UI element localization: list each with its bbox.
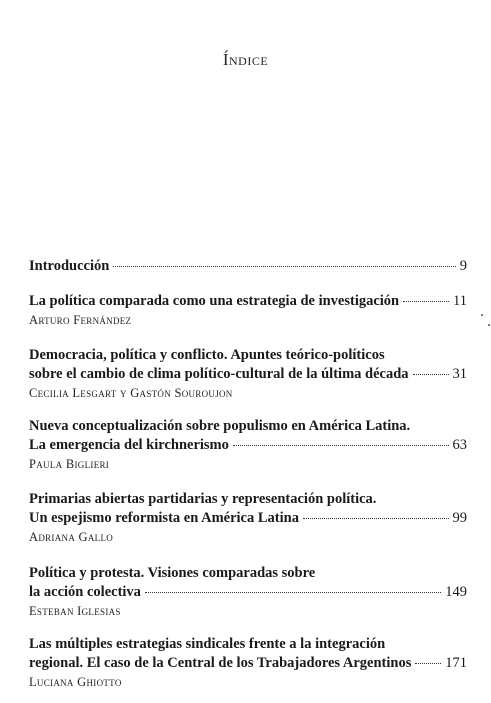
toc-entry-author: Luciana Ghiotto [29, 675, 122, 689]
toc-entry-title: La política comparada como una estrategia de investigación [29, 293, 400, 309]
toc-entry-title-line [29, 346, 467, 365]
toc-page-number: 11 [453, 293, 467, 309]
toc-entry-politica-comparada[interactable] [29, 292, 467, 329]
scan-speck [488, 324, 490, 326]
dot-leader [413, 374, 449, 375]
toc-entry-title-cont: Un espejismo reformista en América Latina [29, 510, 299, 526]
toc-entry-title: Primarias abiertas partidarias y representación política. [29, 491, 377, 507]
dot-leader [415, 663, 441, 664]
toc-entry-author: Adriana Gallo [29, 530, 114, 544]
toc-entry-title-cont: la acción colectiva [29, 584, 141, 600]
toc-entry-politica-protesta[interactable] [29, 564, 467, 620]
toc-entry-introduccion[interactable] [29, 257, 467, 276]
toc-page-number: 9 [459, 258, 467, 274]
toc-entry-title-line [29, 292, 467, 311]
toc-entry-title: Introducción [29, 258, 110, 274]
toc-page-number: 31 [452, 366, 467, 382]
toc-entry-title-cont: sobre el cambio de clima político-cultural de la última década [29, 366, 409, 382]
page-title: Índice [222, 50, 269, 69]
toc-entry-democracia-politica-conflicto[interactable] [29, 346, 467, 402]
toc-entry-title-line [29, 635, 467, 654]
toc-entry-title: Nueva conceptualización sobre populismo en América Latina. [29, 418, 411, 434]
toc-entry-title-cont: La emergencia del kirchnerismo [29, 437, 229, 453]
dot-leader [145, 592, 441, 593]
toc-entry-title-line [29, 509, 467, 528]
toc-entry-title-line [29, 654, 467, 673]
toc-entry-title: Democracia, política y conflicto. Apuntes teórico-políticos [29, 347, 385, 363]
toc-entry-title-line [29, 583, 467, 602]
toc-page-number: 149 [445, 584, 467, 600]
toc-entry-author: Esteban Iglesias [29, 604, 121, 618]
toc-entry-title: Política y protesta. Visiones comparadas sobre [29, 565, 316, 581]
dot-leader [113, 266, 455, 267]
toc-entry-title-line [29, 365, 467, 384]
dot-leader [233, 445, 449, 446]
toc-entry-title-line [29, 564, 467, 583]
toc-page-number: 171 [445, 655, 467, 671]
scan-speck [481, 314, 483, 316]
toc-entry-author: Arturo Fernández [29, 313, 132, 327]
dot-leader [403, 301, 449, 302]
toc-entry-primarias-abiertas[interactable] [29, 490, 467, 546]
toc-page-number: 99 [452, 510, 467, 526]
toc-entry-title-line [29, 436, 467, 455]
toc-entry-estrategias-sindicales[interactable] [29, 635, 467, 691]
toc-entry-populismo[interactable] [29, 417, 467, 473]
toc-entry-title-line [29, 490, 467, 509]
toc-entry-title: Las múltiples estrategias sindicales frente a la integración [29, 636, 386, 652]
toc-entry-author: Cecilia Lesgart y Gastón Souroujon [29, 386, 233, 400]
toc-page-number: 63 [452, 437, 467, 453]
toc-entry-title-line [29, 417, 467, 436]
toc-entry-title-cont: regional. El caso de la Central de los Trabajadores Argentinos [29, 655, 412, 671]
dot-leader [303, 518, 449, 519]
toc-entry-author: Paula Biglieri [29, 457, 110, 471]
toc-entry-title-line [29, 257, 467, 276]
